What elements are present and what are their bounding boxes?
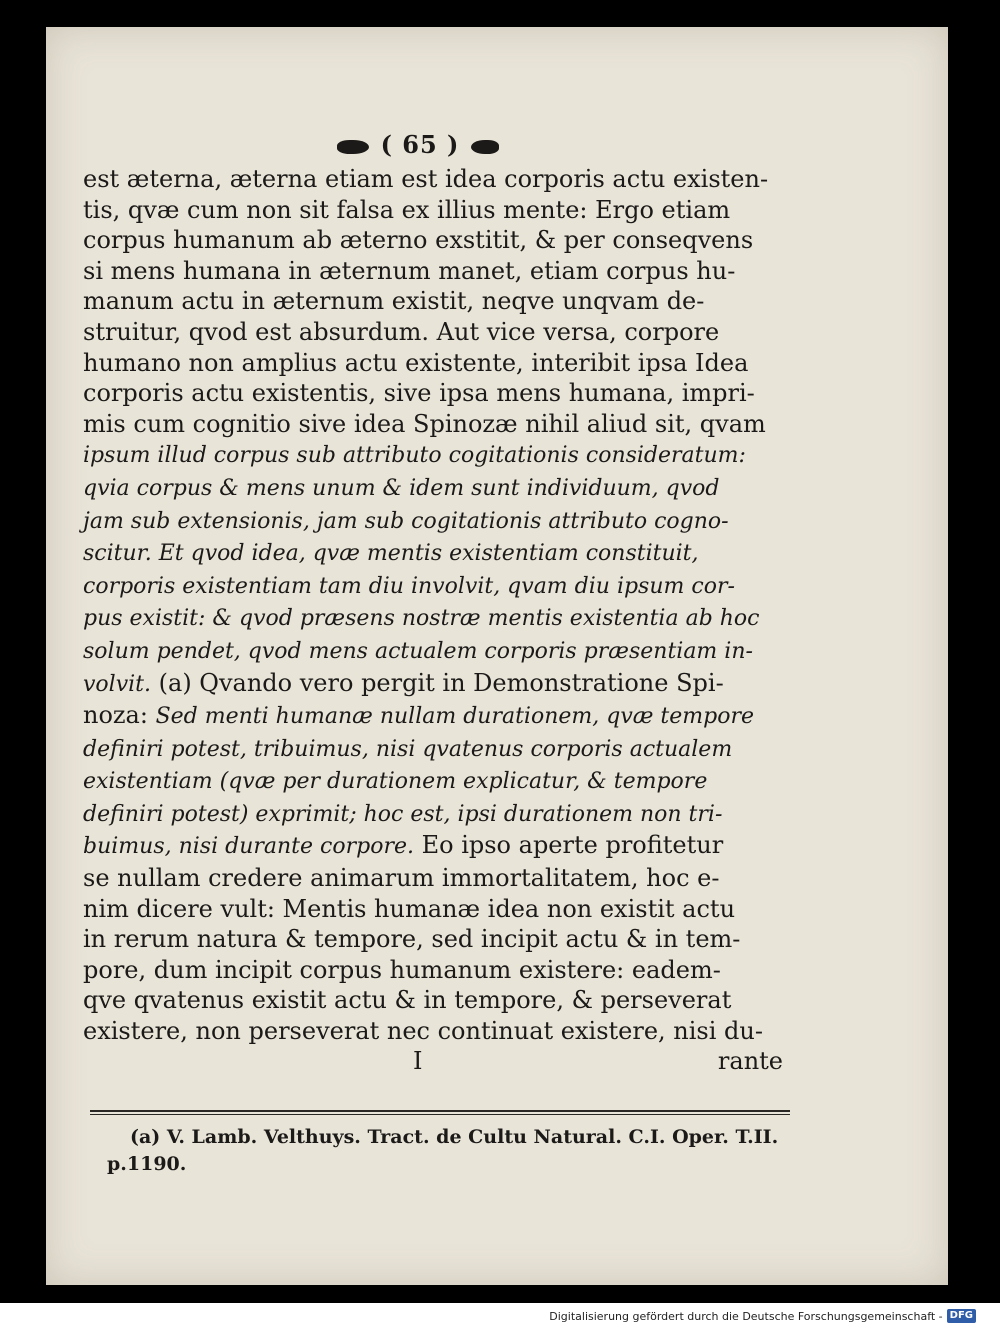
text-line: [83, 472, 783, 505]
text-line: [83, 985, 783, 1016]
italic-quote-segment: buimus, nisi durante corpore.: [83, 834, 414, 860]
text-line: [83, 830, 783, 863]
italic-quote-segment: ipsum illud corpus sub attributo cogitationis consideratum:: [83, 443, 746, 469]
roman-segment: corporis actu existentis, sive ipsa mens humana, impri-: [83, 379, 755, 408]
italic-quote-segment: corporis existentiam tam diu involvit, qvam diu ipsum cor-: [83, 573, 735, 599]
roman-segment: si mens humana in æternum manet, etiam corpus hu-: [83, 256, 736, 285]
text-line: [83, 286, 783, 317]
left-ornament-icon: [337, 140, 369, 154]
text-line: [83, 164, 783, 195]
roman-segment: Eo ipso aperte profitetur: [413, 831, 724, 860]
italic-quote-segment: volvit.: [83, 671, 152, 697]
italic-quote-segment: qvia corpus & mens unum & idem sunt individuum, qvod: [83, 475, 720, 501]
text-line: [83, 668, 783, 701]
roman-segment: corpus humanum ab æterno exstitit, & per conseqvens: [83, 226, 754, 255]
text-line: [83, 1016, 783, 1047]
text-line: [83, 225, 783, 256]
italic-quote-segment: scitur. Et qvod idea, qvæ mentis existentiam constituit,: [83, 541, 699, 567]
text-line: [83, 924, 783, 955]
right-ornament-icon: [471, 140, 499, 154]
italic-quote-segment: solum pendet, qvod mens actualem corporis præsentiam in-: [83, 638, 753, 664]
text-line: [83, 195, 783, 226]
roman-segment: in rerum natura & tempore, sed incipit actu & in tem-: [83, 925, 741, 954]
roman-segment: qve qvatenus existit actu & in tempore, & perseverat: [83, 986, 732, 1015]
text-line: [83, 378, 783, 409]
roman-segment: est æterna, æterna etiam est idea corporis actu existen-: [83, 165, 769, 193]
credit-text: Digitalisierung gefördert durch die Deutsche Forschungsgemeinschaft -: [549, 1309, 943, 1323]
text-line: [83, 733, 783, 766]
page-number: ( 65 ): [380, 130, 460, 159]
catchword: rante: [717, 1046, 783, 1075]
roman-segment: tis, qvæ cum non sit falsa ex illius mente: Ergo etiam: [83, 195, 731, 224]
book-page: [46, 27, 948, 1285]
footnote: [107, 1124, 790, 1178]
roman-segment: humano non amplius actu existente, interibit ipsa Idea: [83, 348, 749, 377]
roman-segment: mis cum cognitio sive idea Spinozæ nihil aliud sit, qvam: [83, 409, 766, 438]
digitization-credit: [549, 1308, 976, 1324]
footnote-rule: [90, 1110, 790, 1115]
text-line: [83, 894, 783, 925]
text-line: [83, 765, 783, 798]
text-line: [83, 505, 783, 538]
italic-quote-segment: pus existit: & qvod præsens nostræ mentis existentia ab hoc: [83, 606, 760, 632]
body-text: [83, 164, 783, 1047]
signature-mark: I: [413, 1046, 423, 1075]
text-line: [83, 439, 783, 472]
italic-quote-segment: existentiam (qvæ per durationem explicatur, & tempore: [83, 769, 708, 795]
text-line: [83, 863, 783, 894]
text-line: [83, 955, 783, 986]
page-content: [83, 130, 783, 1081]
roman-segment: (a) Qvando vero pergit in Demonstratione Spi-: [151, 668, 724, 697]
page-header: [53, 130, 783, 159]
footnote-line: p.1190.: [107, 1153, 187, 1175]
roman-segment: struitur, qvod est absurdum. Aut vice versa, corpore: [83, 317, 720, 346]
text-line: [83, 256, 783, 287]
text-line: [83, 700, 783, 733]
roman-segment: nim dicere vult: Mentis humanæ idea non existit actu: [83, 894, 736, 923]
text-line: [83, 537, 783, 570]
text-line: [83, 348, 783, 379]
roman-segment: manum actu in æternum existit, neqve unqvam de-: [83, 287, 705, 316]
text-line: [83, 635, 783, 668]
text-line: [83, 409, 783, 440]
italic-quote-segment: jam sub extensionis, jam sub cogitationis attributo cogno-: [83, 508, 729, 534]
footnote-line: (a) V. Lamb. Velthuys. Tract. de Cultu Natural. C.I. Oper. T.II.: [130, 1126, 779, 1148]
roman-segment: existere, non perseverat nec continuat existere, nisi du-: [83, 1017, 763, 1046]
roman-segment: se nullam credere animarum immortalitatem, hoc e-: [83, 864, 720, 893]
text-line: [83, 570, 783, 603]
dfg-logo-icon: DFG: [947, 1309, 976, 1323]
roman-segment: pore, dum incipit corpus humanum existere: eadem-: [83, 955, 721, 984]
roman-segment: noza:: [83, 701, 156, 730]
italic-quote-segment: Sed menti humanæ nullam durationem, qvæ tempore: [155, 704, 755, 730]
italic-quote-segment: definiri potest) exprimit; hoc est, ipsi durationem non tri-: [83, 801, 723, 827]
catch-line: [83, 1047, 783, 1081]
text-line: [83, 317, 783, 348]
text-line: [83, 602, 783, 635]
italic-quote-segment: definiri potest, tribuimus, nisi qvatenus corporis actualem: [83, 736, 733, 762]
text-line: [83, 798, 783, 831]
